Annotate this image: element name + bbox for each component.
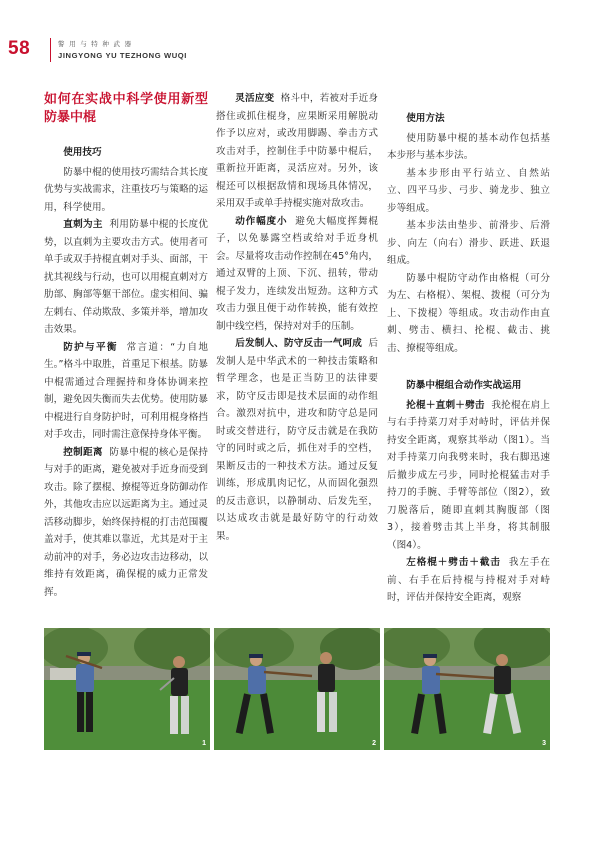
keyword-distance: 控制距离 xyxy=(63,446,103,458)
usage-paragraph-4: 防暴中棍防守动作由格棍（可分为左、右格棍）、架棍、拨棍（可分为上、下拨棍）等组成。攻击动作由直刺、劈击、横扫、抡棍、截击、挑击、撩棍等组成。 xyxy=(387,272,550,354)
magazine-title-cn: 警用与特种武器 xyxy=(58,40,136,48)
keyword-balance: 防护与平衡 xyxy=(63,341,118,353)
figure-3-illustration xyxy=(384,628,550,750)
keyword-combo-1: 抡棍＋直刺＋劈击 xyxy=(406,399,485,411)
text-direct-main: 利用防暴中棍的长度优势，以直刺为主要攻击方式。使用者可单手或双手持棍直刺对手头、面部，干扰其视线与行动，也可以用棍直刺对方肋部、胸部等躯干部位。虚实相间、骗左刺右、佯动欺敌、多策并举，增加攻击效果。 xyxy=(44,219,208,335)
paragraph-combo-2 xyxy=(387,554,550,607)
figure-3-photo xyxy=(384,628,550,750)
text-agile: 格斗中，若被对手近身搭住或抓住棍身，应果断采用解脱动作予以应对，或改用脚踢、拳击方式攻击对手，控制住手中防暴中棍后，重新拉开距离，灵活应对。另外，该棍还可以根据敌情和现场具体情况，采用双手或单手持棍实施对敌攻击。 xyxy=(216,93,378,209)
keyword-direct-main: 直刺为主 xyxy=(63,219,103,230)
text-range: 避免大幅度挥舞棍子，以免暴露空档或给对手近身机会。尽量将攻击动作控制在45°角内，通过双臂的上顶、下沉、扭转，带动棍子发力，连续发出短劲。这种方式攻击力强且便于动作转换，能有效控制中线空档，保持对对手的压制。 xyxy=(216,215,378,332)
text-combo-1: 我抡棍在肩上与右手持菜刀对手对峙时，评估并保持安全距离，观察其举动（图1）。当对手持菜刀向我劈来时，我右脚迅速后撤步成左弓步，同时抡棍猛击对手持刀的手腕、手臂等部位（图2），致刀脱落后，随即直刺其胸腹部（图3），接着劈击其上半身，将其制服（图4）。 xyxy=(387,399,551,551)
page-header xyxy=(0,0,595,70)
figure-strip xyxy=(44,628,550,750)
header-divider xyxy=(50,38,51,62)
text-strike: 后发制人是中华武术的一种技击策略和哲学理念，也是正当防卫的法律要求，防守反击即是技术层面的动作组合。激烈对抗中，进攻和防守总是同时或交替进行，防守反击就是在我防守的同时或之后，抓住对手的空档，果断反击的一种技术方法。通过反复训练，形成肌肉记忆，从而固化强烈的反击意识，以静制动、后发先至，以达成攻击就是最好防守的行动效果。 xyxy=(216,338,378,542)
section-heading-techniques: 使用技巧 xyxy=(63,147,102,158)
figure-1-number: 1 xyxy=(202,740,206,747)
paragraph-direct-main xyxy=(44,216,208,339)
article-column-3 xyxy=(387,90,550,607)
section-heading-combos: 防暴中棍组合动作实战运用 xyxy=(406,380,522,391)
keyword-range: 动作幅度小 xyxy=(235,215,288,227)
text-balance: 常言道：“力自地生。”格斗中取胜，首重足下根基。防暴中棍需通过合理握持和身体协调来控制，避免因失衡而失去优势。使用防暴中棍进行自身防护时，可利用棍身格挡对手攻击，同时需注意保持身体平衡。 xyxy=(44,341,208,440)
paragraph-combo-1 xyxy=(387,397,550,555)
text-combo-2: 我左手在前、右手在后持棍与持棍对手对峙时，评估并保持安全距离，观察 xyxy=(387,557,551,603)
text-distance: 防暴中棍的核心是保持与对手的距离，避免被对手近身而受到攻击。除了摆棍、撩棍等近身防御动作外，其他攻击应以远距离为主。通过灵活移动脚步，始终保持棍的打击范围覆盖对手，使其难以靠近，尤其是对于主动前冲的对手，务必边攻击边移动，以维持有效距离，确保棍的威力正常发挥。 xyxy=(44,446,208,598)
keyword-strike: 后发制人、防守反击一气呵成 xyxy=(235,338,362,349)
techniques-intro: 防暴中棍的使用技巧需结合其长度优势与实战需求，注重技巧与策略的运用，科学使用。 xyxy=(44,166,208,213)
figure-2-illustration xyxy=(214,628,380,750)
page-number: 58 xyxy=(8,38,31,59)
article-title: 如何在实战中科学使用新型防暴中棍 xyxy=(44,91,208,124)
figure-2-photo xyxy=(214,628,380,750)
usage-paragraph-2: 基本步形由平行站立、自然站立、四平马步、弓步、骑龙步、独立步等组成。 xyxy=(387,167,550,214)
figure-1-photo xyxy=(44,628,210,750)
article-column-1 xyxy=(44,90,208,601)
figure-3-number: 3 xyxy=(542,740,546,747)
section-heading-usage: 使用方法 xyxy=(406,113,445,124)
article-column-2 xyxy=(216,90,378,545)
paragraph-agile xyxy=(216,90,378,213)
keyword-agile: 灵活应变 xyxy=(235,93,275,104)
figure-1-illustration xyxy=(44,628,210,750)
paragraph-distance xyxy=(44,444,208,602)
figure-2-number: 2 xyxy=(372,740,376,747)
usage-paragraph-1: 使用防暴中棍的基本动作包括基本步形与基本步法。 xyxy=(387,132,550,161)
usage-paragraph-3: 基本步法由垫步、前滑步、后滑步、向左（向右）滑步、跃进、跃退组成。 xyxy=(387,220,550,266)
paragraph-range xyxy=(216,213,378,336)
keyword-combo-2: 左格棍＋劈击＋截击 xyxy=(406,557,501,568)
magazine-title-en: JINGYONG YU TEZHONG WUQI xyxy=(58,51,188,60)
paragraph-balance xyxy=(44,339,208,444)
paragraph-strike xyxy=(216,335,378,545)
